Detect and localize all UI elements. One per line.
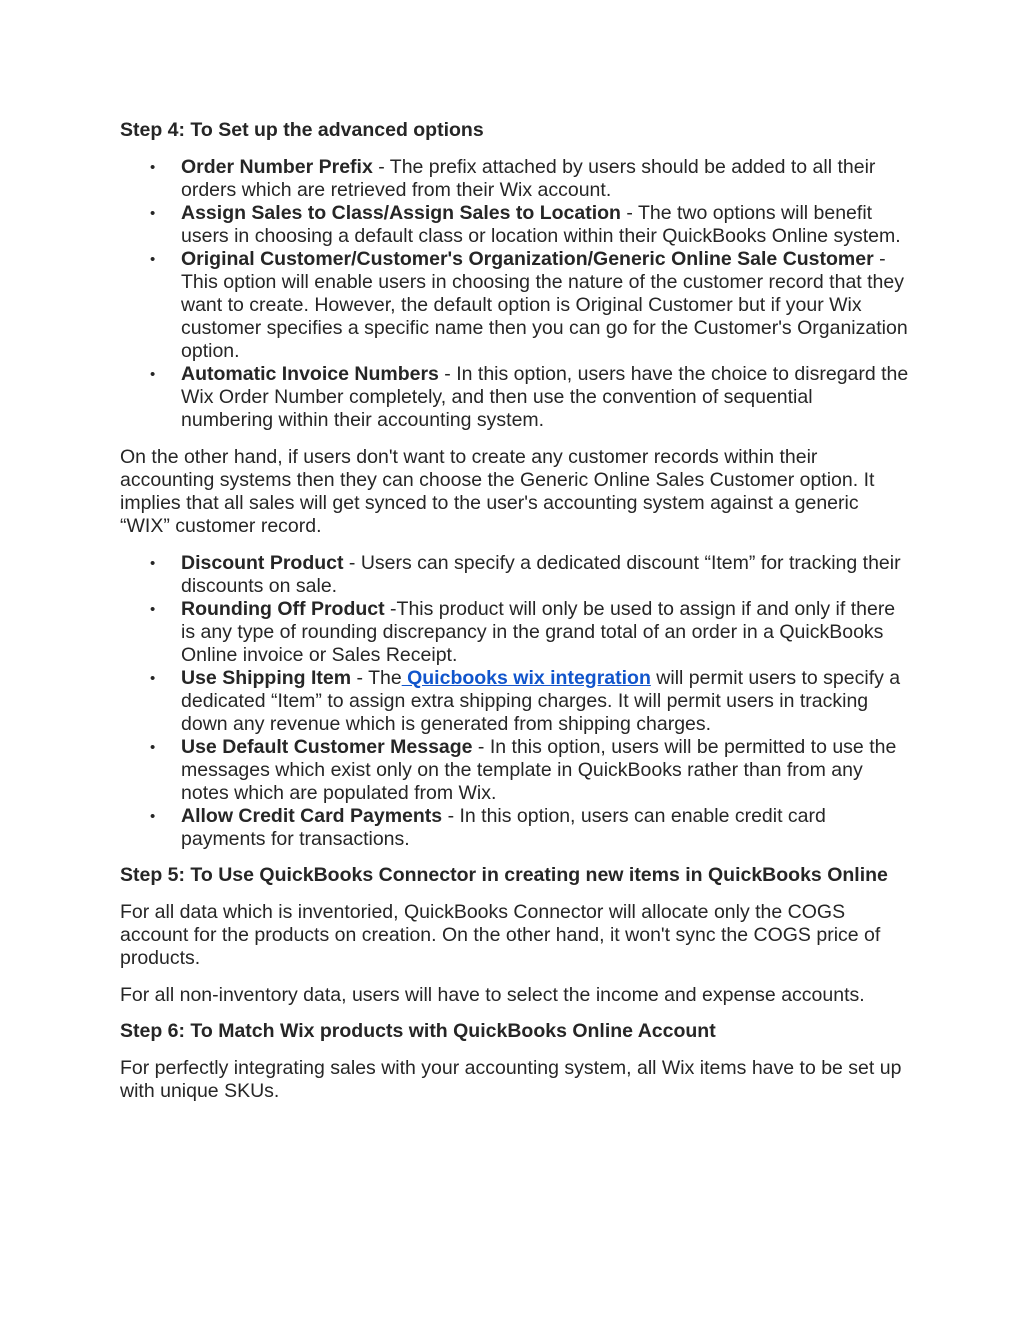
list-item: [120, 156, 910, 202]
option-term: Use Default Customer Message: [181, 736, 473, 758]
option-description: - This option will enable users in choosing the nature of the customer record that they want to create. However, the default option is Original Customer but if your Wix customer specifies a specific name then you can go for the Customer's Organization option.: [181, 248, 908, 362]
option-term: Rounding Off Product: [181, 598, 385, 620]
step6-heading: Step 6: To Match Wix products with QuickBooks Online Account: [120, 1020, 716, 1042]
option-description: - In this option, users have the choice to disregard the Wix Order Number completely, and then use the convention of sequential numbering within their accounting system.: [181, 363, 909, 431]
bullet-icon: •: [150, 205, 156, 222]
option-description: - In this option, users will be permitted to use the messages which exist only on the template in QuickBooks rather than from any notes which are populated from Wix.: [181, 736, 897, 804]
option-term: Assign Sales to Class/Assign Sales to Location: [181, 202, 621, 224]
bullet-icon: •: [150, 555, 156, 572]
bullet-icon: •: [150, 601, 156, 618]
step4-options-list-2: [120, 552, 910, 851]
step4-paragraph: On the other hand, if users don't want to create any customer records within their accounting systems then they can choose the Generic Online Sales Customer option. It implies that all sales will get synced to the user's accounting system against a generic “WIX” customer record.: [120, 446, 875, 537]
list-item: [120, 736, 910, 805]
list-item: [120, 363, 910, 432]
option-description: - The prefix attached by users should be added to all their orders which are retrieved from their Wix account.: [181, 156, 876, 201]
list-item: [120, 552, 910, 598]
option-description: will permit users to specify a dedicated “Item” to assign extra shipping charges. It will permit users in tracking down any revenue which is generated from shipping charges.: [181, 667, 901, 735]
option-term: Order Number Prefix: [181, 156, 373, 178]
list-item: [120, 248, 910, 363]
bullet-icon: •: [150, 251, 156, 268]
step5-heading: Step 5: To Use QuickBooks Connector in creating new items in QuickBooks Online: [120, 864, 888, 886]
option-description: - The two options will benefit users in choosing a default class or location within their QuickBooks Online system.: [181, 202, 901, 247]
option-term: Original Customer/Customer's Organization/Generic Online Sale Customer: [181, 248, 874, 270]
bullet-icon: •: [150, 366, 156, 383]
list-item: [120, 667, 910, 736]
option-term: Use Shipping Item: [181, 667, 352, 689]
bullet-icon: •: [150, 670, 156, 687]
bullet-icon: •: [150, 159, 156, 176]
document-page: [120, 119, 910, 1103]
quickbooks-wix-integration-link[interactable]: Quicbooks wix integration: [401, 667, 651, 689]
option-term: Discount Product: [181, 552, 344, 574]
step4-heading: Step 4: To Set up the advanced options: [120, 119, 484, 141]
option-term: Automatic Invoice Numbers: [181, 363, 439, 385]
step4-options-list: [120, 156, 910, 432]
bullet-icon: •: [150, 808, 156, 825]
option-term: Allow Credit Card Payments: [181, 805, 443, 827]
bullet-icon: •: [150, 739, 156, 756]
option-description-prefix: - The: [351, 667, 402, 689]
option-description: -This product will only be used to assign if and only if there is any type of rounding discrepancy in the grand total of an order in a QuickBooks Online invoice or Sales Receipt.: [181, 598, 896, 666]
list-item: [120, 598, 910, 667]
list-item: [120, 202, 910, 248]
step5-paragraph-1: For all data which is inventoried, QuickBooks Connector will allocate only the COGS account for the products on creation. On the other hand, it won't sync the COGS price of products.: [120, 901, 881, 969]
option-description: - In this option, users can enable credit card payments for transactions.: [181, 805, 826, 850]
step5-paragraph-2: For all non-inventory data, users will have to select the income and expense accounts.: [120, 984, 865, 1006]
step6-paragraph: For perfectly integrating sales with your accounting system, all Wix items have to be set up with unique SKUs.: [120, 1057, 902, 1102]
option-description: - Users can specify a dedicated discount “Item” for tracking their discounts on sale.: [181, 552, 901, 597]
list-item: [120, 805, 910, 851]
